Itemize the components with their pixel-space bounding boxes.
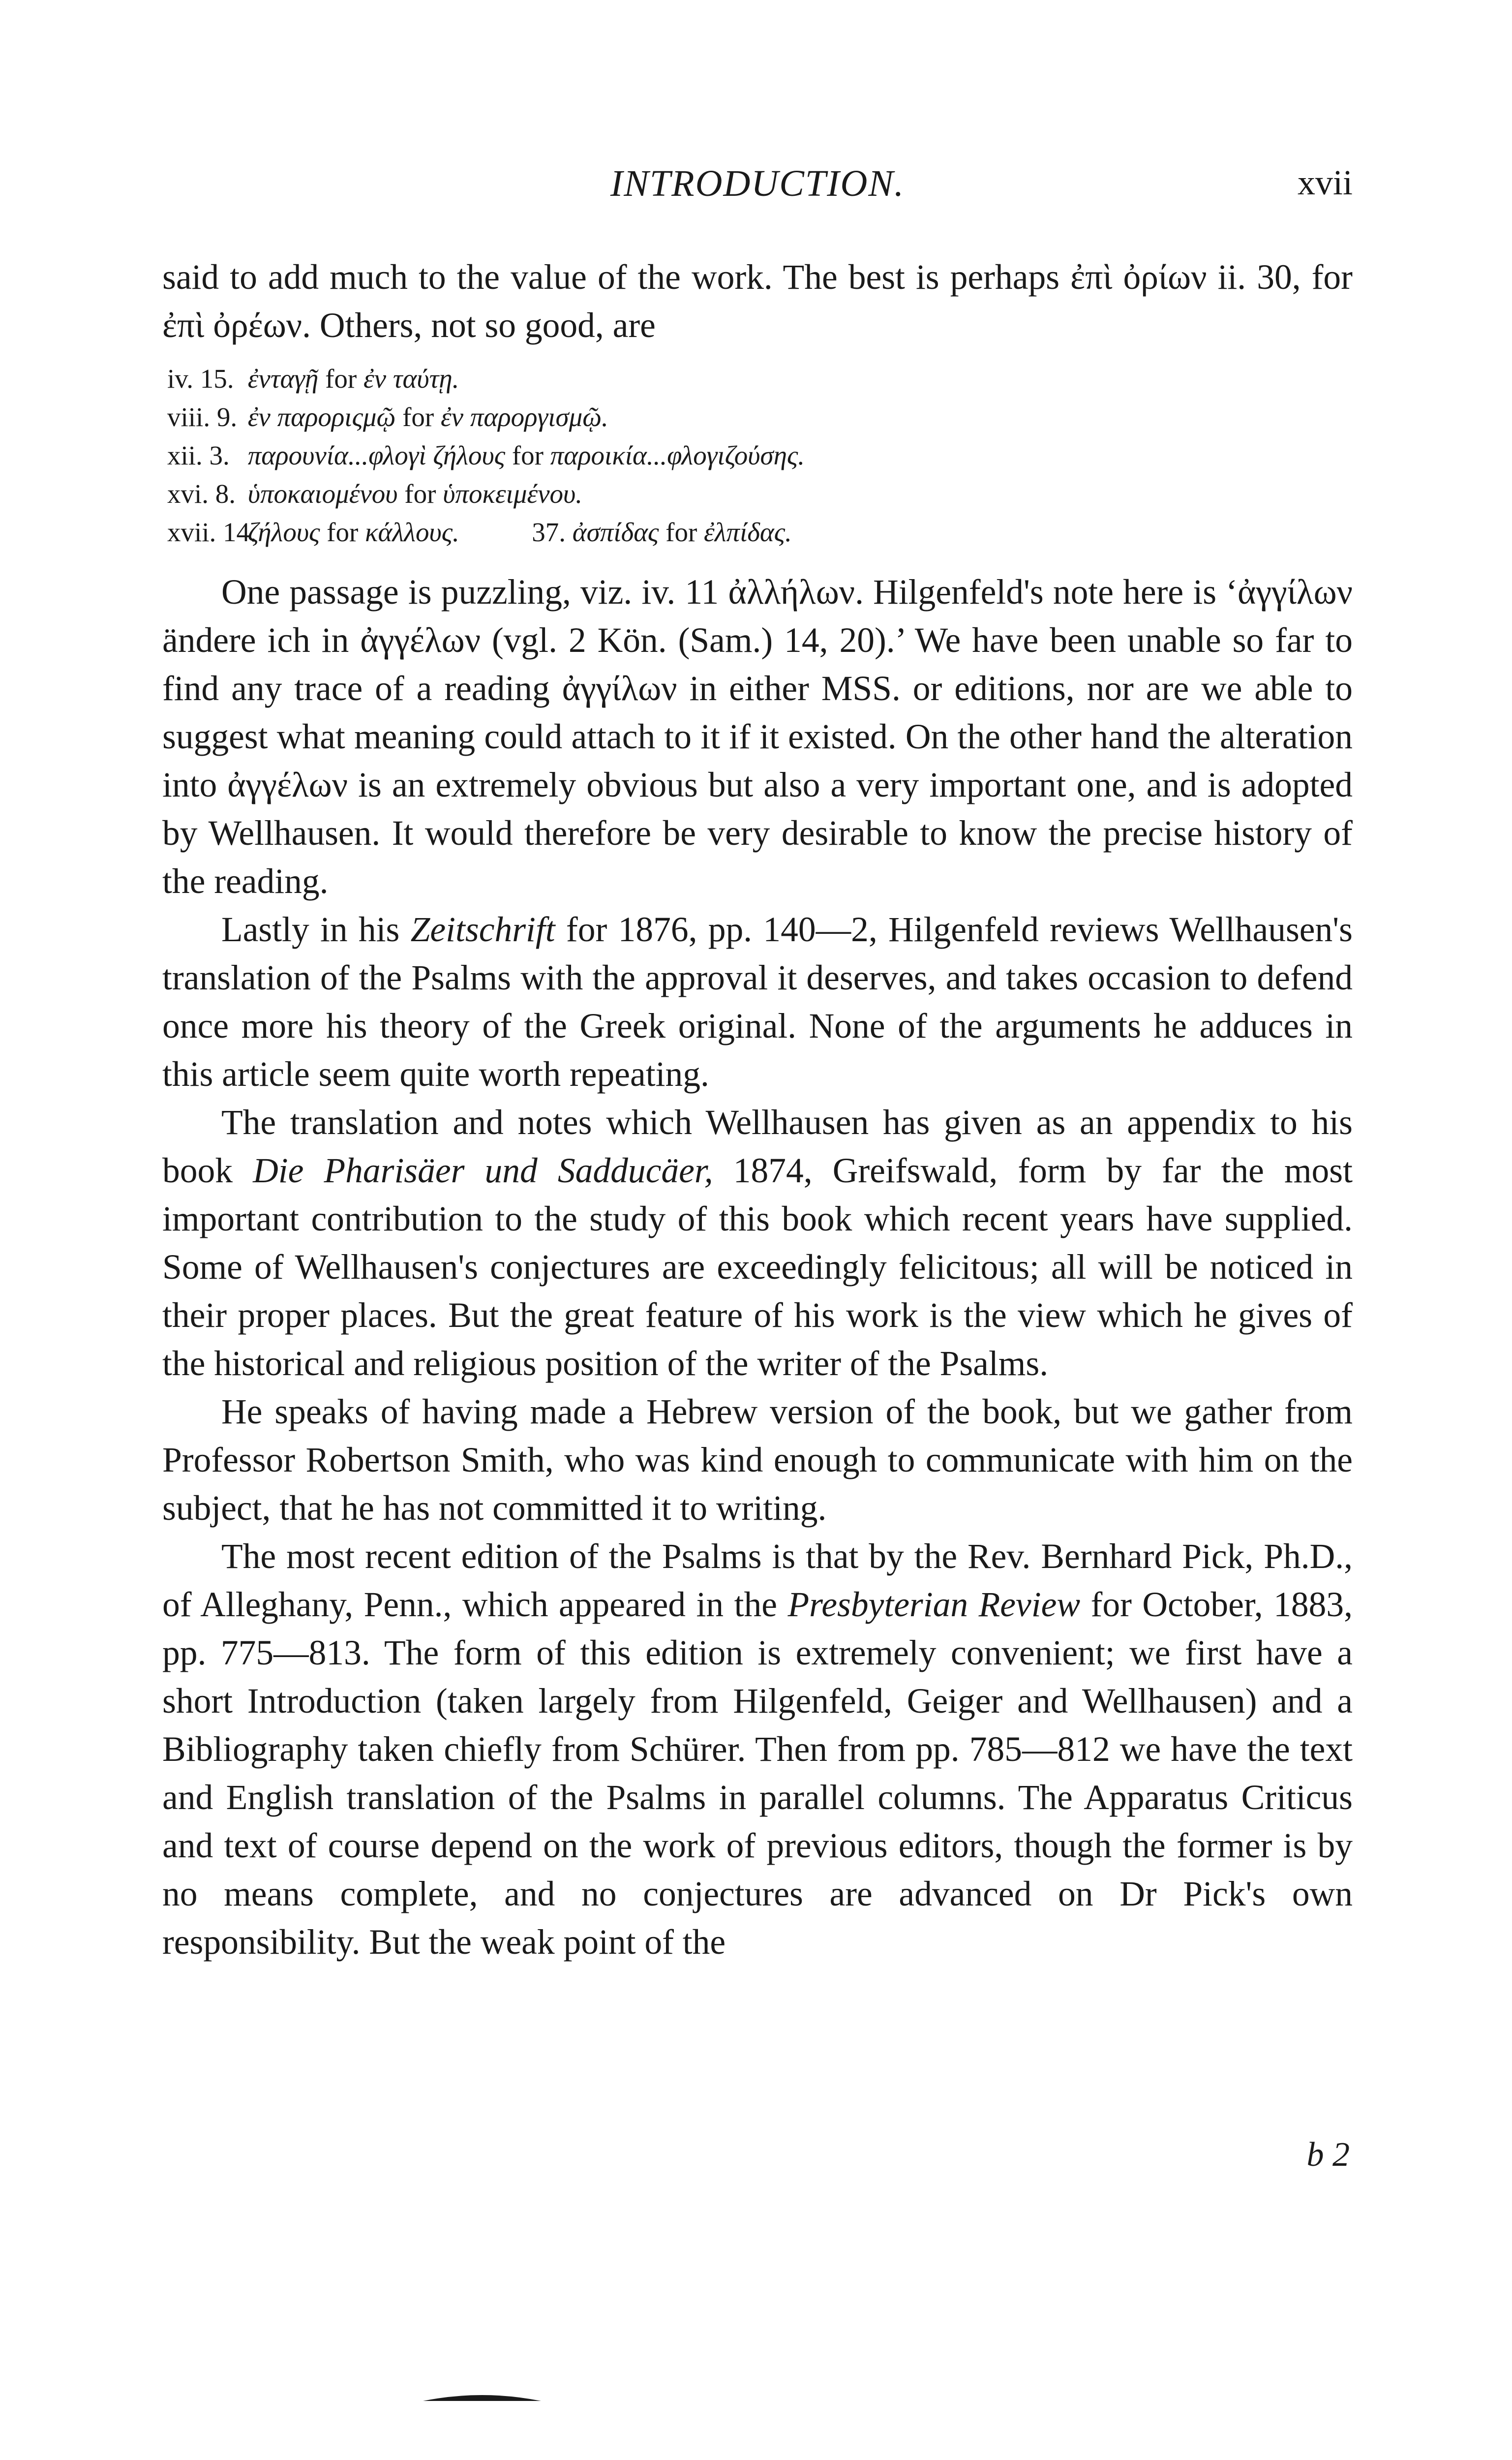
variant-for: for: [327, 517, 359, 547]
variant-reading: [167, 360, 1353, 398]
variant-ref: xvii. 14.: [167, 517, 257, 547]
variant-for: for: [402, 402, 434, 432]
ornament-rule: [423, 2391, 541, 2403]
variant-reading: [167, 398, 1353, 436]
variant-text-second: ἀσπίδας: [572, 517, 659, 547]
p3-text-before: The translation and notes which Wellhausen has given as an appendix to his book: [162, 1103, 1353, 1190]
p3-text-after: 1874, Greifswald, form by far the most important contribution to the study of this book which recent years have supplied. Some of Wellhausen's conjectures are exceedingly felicitous; all will be noticed in their proper places. But the great feature of his work is the view which he gives of the historical and religious position of the writer of the Psalms.: [162, 1151, 1353, 1383]
p3-italic-title: Die Pharisäer und Sadducäer,: [253, 1151, 713, 1190]
p5-italic-title: Presbyterian Review: [787, 1585, 1081, 1624]
variant-for-second: for: [665, 517, 697, 547]
paragraph-puzzling-passage: One passage is puzzling, viz. iv. 11 ἀλλήλων. Hilgenfeld's note here is ‘ἀγγίλων ändere ich in ἀγγέλων (vgl. 2 Kön. (Sam.) 14, 20).’ We have been unable so far to find any trace of a reading ἀγγίλων in either MSS. or editions, nor are we able to suggest what meaning could attach to it if it existed. On the other hand the alteration into ἀγγέλων is an extremely obvious but also a very important one, and is adopted by Wellhausen. It would therefore be very desirable to know the precise history of the reading.: [162, 573, 1353, 901]
variant-text: ὑποκαιομένου: [247, 479, 398, 509]
variant-ref: xvi. 8.: [167, 479, 236, 509]
variant-reading: [167, 436, 1353, 475]
variant-text: ζήλους: [247, 517, 320, 547]
paragraph-hebrew-version: He speaks of having made a Hebrew version of the book, but we gather from Professor Robertson Smith, who was kind enough to communicate with him on the subject, that he has not committed it to writing.: [162, 1392, 1353, 1528]
p2-text-before: Lastly in his: [221, 910, 411, 949]
p5-text-before: The most recent edition of the Psalms is that by the Rev. Bernhard Pick, Ph.D., of Alleghany, Penn., which appeared in the: [162, 1537, 1353, 1624]
variant-ref: xii. 3.: [167, 440, 230, 470]
p5-text-after: for October, 1883, pp. 775—813. The form of this edition is extremely convenient; we first have a short Introduction (taken largely from Hilgenfeld, Geiger and Wellhausen) and a Bibliography taken chiefly from Schürer. Then from pp. 785—812 we have the text and English translation of the Psalms in parallel columns. The Apparatus Criticus and text of course depend on the work of previous editors, though the former is by no means complete, and no conjectures are advanced on Dr Pick's own responsibility. But the weak point of the: [162, 1585, 1353, 1962]
variant-ref-second: 37.: [532, 517, 566, 547]
variant-for: for: [512, 440, 544, 470]
variant-text: ἐνταγῇ: [247, 364, 319, 394]
variant-original: κάλλους.: [365, 517, 459, 547]
variant-original: ὑποκειμένου.: [443, 479, 583, 509]
variant-text: ἐν παροριςμῷ: [247, 402, 396, 432]
variant-original: παροικία...φλογιζούσης.: [550, 440, 805, 470]
variant-text: παρουνία...φλογὶ ζήλους: [247, 440, 506, 470]
body-text: [162, 253, 1353, 1967]
p2-italic-title: Zeitschrift: [410, 910, 555, 949]
variant-original-second: ἐλπίδας.: [704, 517, 792, 547]
running-head: [162, 162, 1353, 216]
page-number: xvii: [1297, 163, 1353, 202]
paragraph-zeitschrift: [162, 906, 1353, 1099]
variant-original: ἐν ταύτῃ.: [363, 364, 459, 394]
variant-for: for: [404, 479, 436, 509]
running-title: INTRODUCTION.: [610, 163, 905, 204]
variant-reading: [167, 513, 1353, 552]
variant-readings-list: [167, 360, 1353, 552]
variant-ref: viii. 9.: [167, 402, 238, 432]
paragraph-wellhausen: [162, 1099, 1353, 1388]
variant-ref: iv. 15.: [167, 364, 234, 394]
signature-mark: b 2: [1306, 2136, 1350, 2174]
p2-text-after: for 1876, pp. 140—2, Hilgenfeld reviews Wellhausen's translation of the Psalms with the approval it deserves, and takes occasion to defend once more his theory of the Greek original. None of the arguments he adduces in this article seem quite worth repeating.: [162, 910, 1353, 1094]
variant-for: for: [325, 364, 357, 394]
intro-paragraph: said to add much to the value of the work. The best is perhaps ἐπὶ ὀρίων ii. 30, for ἐπὶ ὀρέων. Others, not so good, are: [162, 258, 1353, 345]
paragraph-pick-edition: [162, 1533, 1353, 1967]
variant-reading: [167, 475, 1353, 513]
variant-original: ἐν παροργισμῷ.: [440, 402, 608, 432]
